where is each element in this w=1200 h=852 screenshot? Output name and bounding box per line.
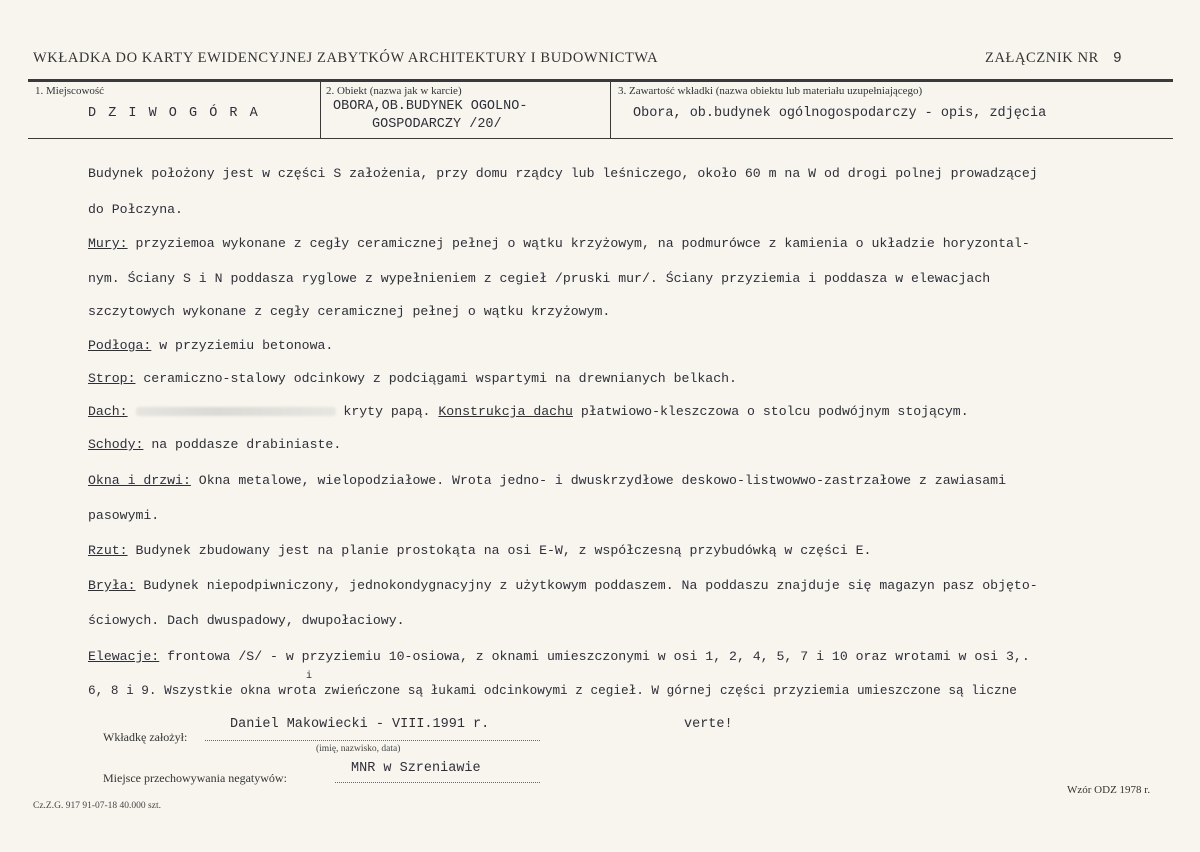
form-model: Wzór ODZ 1978 r. bbox=[1067, 784, 1151, 796]
section-stairs bbox=[88, 437, 341, 452]
section-windows-doors-heading: Okna i drzwi: bbox=[88, 473, 191, 488]
section-floor-text: w przyziemiu betonowa. bbox=[151, 338, 334, 353]
section-walls-text: przyziemoa wykonane z cegły ceramicznej pełnej o wątku krzyżowym, na podmurówce z kamienia o układzie horyzontal- bbox=[127, 236, 1030, 251]
redacted-text bbox=[136, 407, 336, 416]
section-roof-construction-heading: Konstrukcja dachu bbox=[438, 404, 573, 419]
section-stairs-heading: Schody: bbox=[88, 437, 144, 452]
field-divider-1 bbox=[320, 81, 321, 139]
fields-bottom-rule bbox=[28, 138, 1173, 139]
locality-label: 1. Miejscowość bbox=[35, 85, 105, 97]
section-roof bbox=[88, 404, 969, 419]
contents-label: 3. Zawartość wkładki (nazwa obiektu lub materiału uzupełniającego) bbox=[618, 85, 923, 97]
handwritten-insert: i bbox=[306, 671, 313, 682]
object-value-line1: OBORA,OB.BUDYNEK OGOLNO- bbox=[333, 99, 528, 114]
section-walls bbox=[88, 236, 1030, 251]
section-walls-heading: Mury: bbox=[88, 236, 128, 251]
verte-note: verte! bbox=[684, 717, 733, 732]
section-elevations-text: frontowa /S/ - w przyziemiu 10-osiowa, z oknami umieszczonymi w osi 1, 2, 4, 5, 7 i 10 oraz wrotami w osi 3,. bbox=[159, 649, 1030, 664]
contents-value: Obora, ob.budynek ogólnogospodarczy - opis, zdjęcia bbox=[633, 106, 1047, 121]
object-value-line2: GOSPODARCZY /20/ bbox=[372, 117, 502, 132]
section-ceiling-text: ceramiczno-stalowy odcinkowy z podciągami wspartymi na drewnianych belkach. bbox=[135, 371, 737, 386]
print-info: Cz.Z.G. 917 91-07-18 40.000 szt. bbox=[33, 801, 161, 811]
body-line-5: szczytowych wykonane z cegły ceramicznej pełnej o wątku krzyżowym. bbox=[88, 304, 611, 319]
section-windows-doors bbox=[88, 473, 1006, 488]
section-massing-text: Budynek niepodpiwniczony, jednokondygnacyjny z użytkowym poddaszem. Na poddaszu znajduje się magazyn pasz objęto- bbox=[135, 578, 1038, 593]
section-roof-heading: Dach: bbox=[88, 404, 128, 419]
body-line-2: do Połczyna. bbox=[88, 202, 183, 217]
attachment-number bbox=[985, 50, 1122, 67]
author-hint: (imię, nazwisko, data) bbox=[316, 744, 401, 754]
author-label: Wkładkę założył: bbox=[103, 730, 188, 744]
section-ceiling-heading: Strop: bbox=[88, 371, 136, 386]
section-stairs-text: na poddasze drabiniaste. bbox=[143, 437, 342, 452]
section-massing-heading: Bryła: bbox=[88, 578, 136, 593]
body-line-4: nym. Ściany S i N poddasza ryglowe z wypełnieniem z cegieł /pruski mur/. Ściany przyziemia i poddasza w elewacjach bbox=[88, 271, 991, 286]
form-title: WKŁADKA DO KARTY EWIDENCYJNEJ ZABYTKÓW ARCHITEKTURY I BUDOWNICTWA bbox=[33, 50, 659, 66]
body-line-11: pasowymi. bbox=[88, 508, 160, 523]
section-plan-heading: Rzut: bbox=[88, 543, 128, 558]
section-floor-heading: Podłoga: bbox=[88, 338, 152, 353]
section-floor bbox=[88, 338, 333, 353]
storage-label: Miejsce przechowywania negatywów: bbox=[103, 771, 287, 785]
section-windows-doors-text: Okna metalowe, wielopodziałowe. Wrota jedno- i dwuskrzydłowe deskowo-listwowwo-zastrzałowe z zawiasami bbox=[190, 473, 1007, 488]
attachment-label: ZAŁĄCZNIK NR bbox=[985, 50, 1099, 66]
field-divider-2 bbox=[610, 81, 611, 139]
section-ceiling bbox=[88, 371, 737, 386]
section-elevations-heading: Elewacje: bbox=[88, 649, 160, 664]
section-massing bbox=[88, 578, 1038, 593]
section-roof-text-1: kryty papą. bbox=[335, 404, 439, 419]
storage-dotline bbox=[335, 782, 540, 783]
object-label: 2. Obiekt (nazwa jak w karcie) bbox=[326, 85, 462, 97]
section-plan-text: Budynek zbudowany jest na planie prostokąta na osi E-W, z współczesną przybudówką w części E. bbox=[127, 543, 872, 558]
author-value: Daniel Makowiecki - VIII.1991 r. bbox=[230, 717, 490, 732]
body-line-1: Budynek położony jest w części S założenia, przy domu rządcy lub leśniczego, około 60 m na W od drogi polnej prowadzącej bbox=[88, 166, 1038, 181]
section-roof-text-2: płatwiowo-kleszczowa o stolcu podwójnym stojącym. bbox=[572, 404, 969, 419]
section-elevations bbox=[88, 649, 1030, 664]
header-rule bbox=[28, 79, 1173, 82]
attachment-number-value: 9 bbox=[1112, 51, 1123, 67]
section-plan bbox=[88, 543, 871, 558]
storage-value: MNR w Szreniawie bbox=[351, 761, 481, 776]
body-line-16: 6, 8 i 9. Wszystkie okna wrota zwieńczone są łukami odcinkowymi z cegieł. W górnej części przyziemia umieszczone są liczne bbox=[88, 683, 1017, 698]
locality-value: D Z I W O G Ó R A bbox=[88, 106, 260, 121]
author-dotline bbox=[205, 740, 540, 741]
body-line-14: ściowych. Dach dwuspadowy, dwupołaciowy. bbox=[88, 613, 405, 628]
